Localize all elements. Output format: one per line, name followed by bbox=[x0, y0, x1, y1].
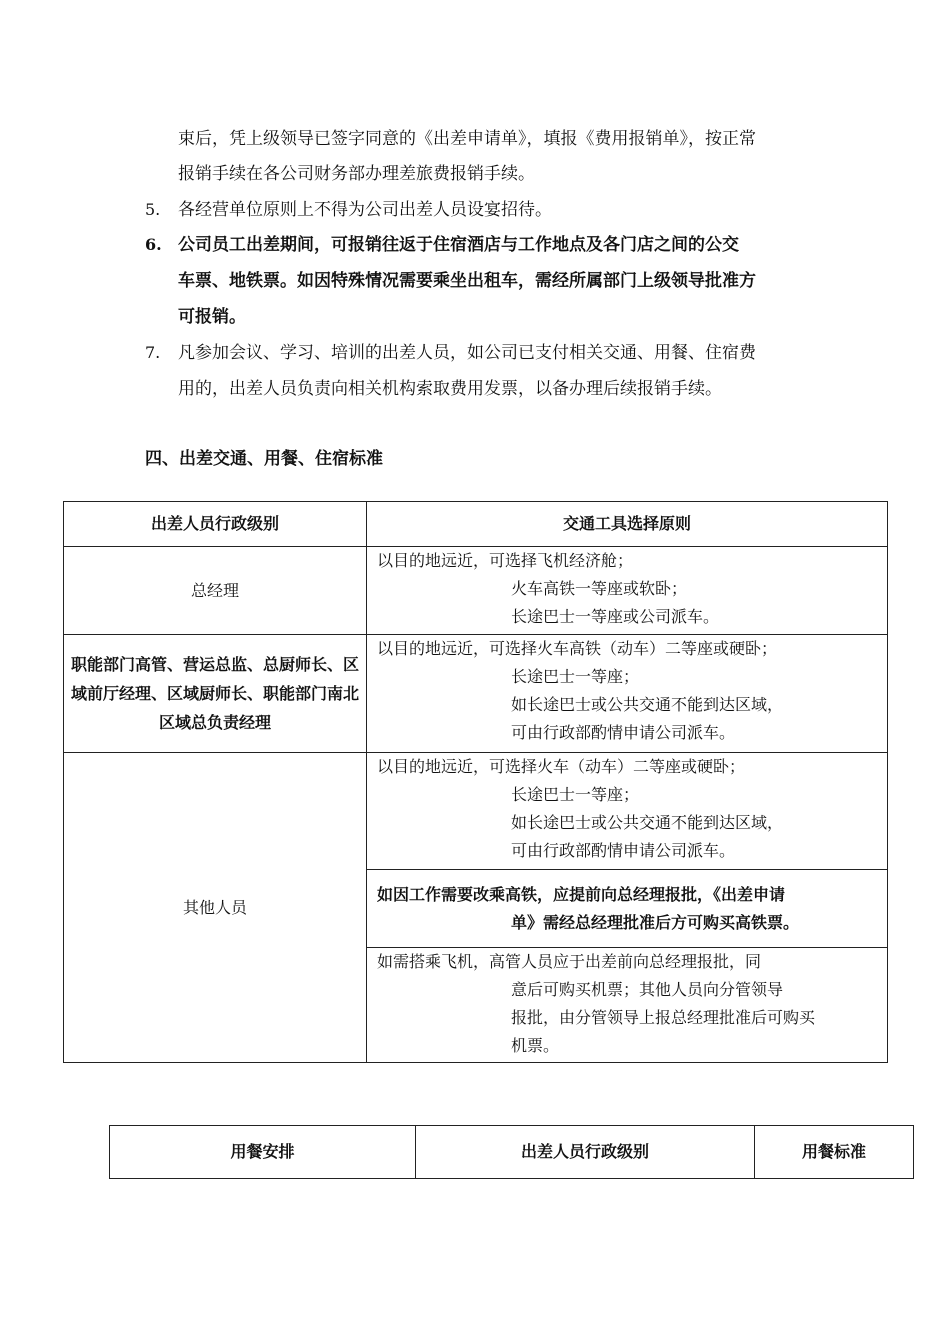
item-7-line1: 凡参加会议、学习、培训的出差人员，如公司已支付相关交通、用餐、住宿费 bbox=[178, 343, 756, 363]
meal-standard-table bbox=[109, 1125, 914, 1179]
transport-standard-table bbox=[63, 501, 888, 1063]
rank-general-manager: 总经理 bbox=[64, 547, 367, 635]
transport-cell bbox=[367, 753, 888, 870]
transport-line: 长途巴士一等座或公司派车。 bbox=[511, 607, 720, 626]
transport-line: 如因工作需要改乘高铁，应提前向总经理报批，《出差申请 bbox=[377, 884, 786, 904]
transport-line: 可由行政部酌情申请公司派车。 bbox=[511, 723, 736, 742]
header-transport-principle: 交通工具选择原则 bbox=[367, 502, 888, 547]
transport-line: 如长途巴士或公共交通不能到达区域， bbox=[511, 695, 784, 714]
table-row bbox=[64, 547, 888, 635]
table-header-row bbox=[110, 1126, 914, 1179]
transport-line: 长途巴士一等座； bbox=[511, 667, 640, 686]
section-heading: 四、出差交通、用餐、住宿标准 bbox=[145, 449, 383, 469]
item-7-line2: 用的，出差人员负责向相关机构索取费用发票，以备办理后续报销手续。 bbox=[178, 379, 722, 399]
header-meal-arrangement: 用餐安排 bbox=[110, 1126, 416, 1179]
item-6-number: 6. bbox=[145, 235, 162, 254]
transport-line: 机票。 bbox=[511, 1036, 560, 1055]
paragraph-4-continuation-line2: 报销手续在各公司财务部办理差旅费报销手续。 bbox=[178, 164, 535, 184]
rank-other-staff: 其他人员 bbox=[64, 753, 367, 1063]
table-header-row bbox=[64, 502, 888, 547]
transport-cell bbox=[367, 547, 888, 635]
transport-cell-highspeed-rule bbox=[367, 870, 888, 948]
item-6-line3: 可报销。 bbox=[178, 307, 246, 327]
transport-line: 可由行政部酌情申请公司派车。 bbox=[511, 841, 736, 860]
table-row bbox=[64, 635, 888, 753]
transport-line: 火车高铁一等座或软卧； bbox=[511, 579, 688, 598]
transport-line: 长途巴士一等座； bbox=[511, 785, 640, 804]
transport-line: 如需搭乘飞机，高管人员应于出差前向总经理报批，同 bbox=[377, 952, 762, 971]
transport-line: 以目的地远近，可选择火车（动车）二等座或硬卧； bbox=[377, 757, 746, 776]
header-meal-standard: 用餐标准 bbox=[755, 1126, 914, 1179]
transport-cell-flight-rule bbox=[367, 948, 888, 1063]
transport-line: 报批，由分管领导上报总经理批准后可购买 bbox=[511, 1008, 816, 1027]
transport-line: 以目的地远近，可选择火车高铁（动车）二等座或硬卧； bbox=[377, 639, 778, 658]
rank-senior-managers bbox=[64, 635, 367, 753]
item-6-line2: 车票、地铁票。如因特殊情况需要乘坐出租车，需经所属部门上级领导批准方 bbox=[178, 271, 756, 291]
rank-senior-managers-text: 职能部门高管、营运总监、总厨师长、区域前厅经理、区域厨师长、职能部门南北区域总负责经理 bbox=[70, 655, 359, 732]
transport-line: 如长途巴士或公共交通不能到达区域， bbox=[511, 813, 784, 832]
header-rank: 出差人员行政级别 bbox=[64, 502, 367, 547]
item-6-line1: 公司员工出差期间，可报销往返于住宿酒店与工作地点及各门店之间的公交 bbox=[178, 235, 739, 255]
paragraph-4-continuation-line1: 束后，凭上级领导已签字同意的《出差申请单》，填报《费用报销单》，按正常 bbox=[178, 129, 756, 149]
item-7-number: 7. bbox=[145, 343, 161, 362]
transport-cell bbox=[367, 635, 888, 753]
table-row bbox=[64, 753, 888, 870]
header-rank: 出差人员行政级别 bbox=[416, 1126, 755, 1179]
transport-line: 单》需经总经理批准后方可购买高铁票。 bbox=[511, 912, 800, 932]
item-5-number: 5. bbox=[145, 200, 161, 219]
transport-line: 以目的地远近，可选择飞机经济舱； bbox=[377, 551, 634, 570]
transport-line: 意后可购买机票；其他人员向分管领导 bbox=[511, 980, 784, 999]
item-5-text: 各经营单位原则上不得为公司出差人员设宴招待。 bbox=[178, 200, 552, 220]
